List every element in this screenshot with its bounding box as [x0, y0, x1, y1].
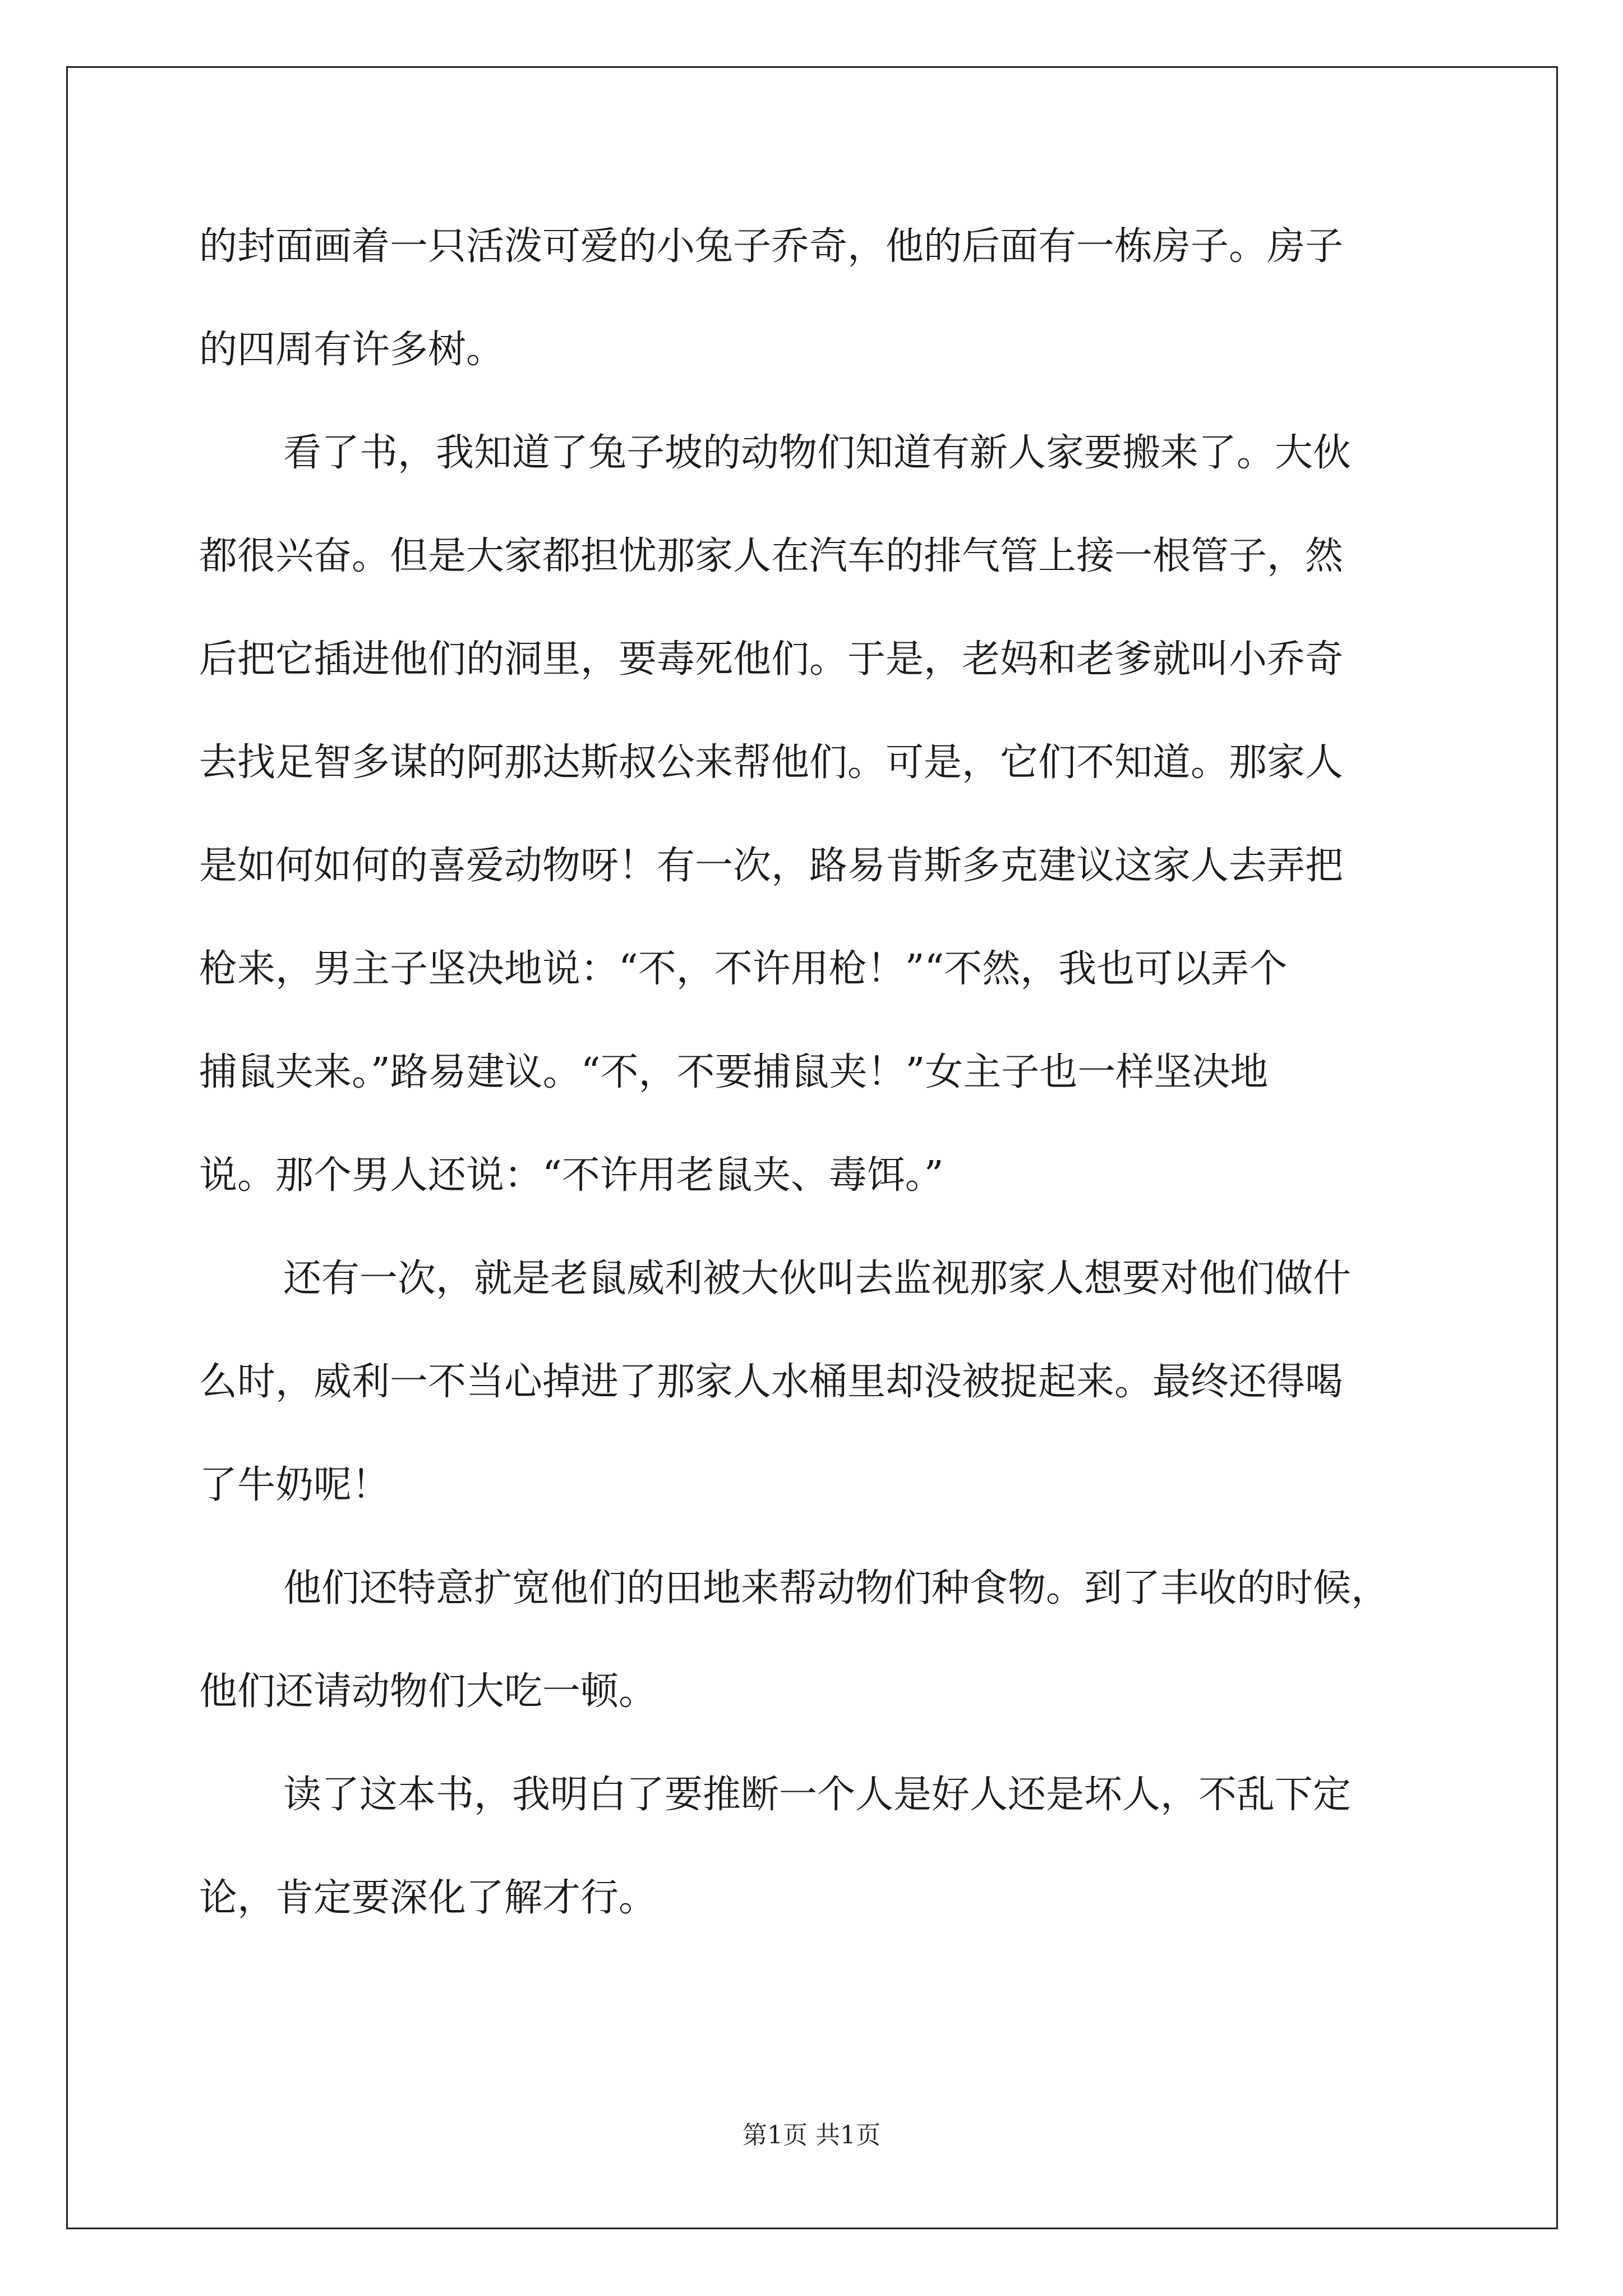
text-line: 是如何如何的喜爱动物呀！有一次，路易肯斯多克建议这家人去弄把 [199, 844, 1344, 888]
text-line: 去找足智多谋的阿那达斯叔公来帮他们。可是，它们不知道。那家人 [199, 740, 1344, 785]
paragraph-start-line: 看了书，我知道了兔子坡的动物们知道有新人家要搬来了。大伙 [283, 431, 1352, 475]
text-line: 都很兴奋。但是大家都担忧那家人在汽车的排气管上接一根管子，然 [199, 534, 1344, 578]
text-line: 的封面画着一只活泼可爱的小兔子乔奇，他的后面有一栋房子。房子 [199, 224, 1344, 269]
text-line: 论，肯定要深化了解才行。 [199, 1876, 657, 1920]
text-line: 捕鼠夹来。”路易建议。“不，不要捕鼠夹！”女主子也一样坚决地 [199, 1050, 1269, 1094]
document-body [199, 213, 1433, 1968]
text-line: 后把它插进他们的洞里，要毒死他们。于是，老妈和老爹就叫小乔奇 [199, 637, 1344, 682]
text-line: 说。那个男人还说：“不许用老鼠夹、毒饵。” [199, 1153, 944, 1198]
text-line: 他们还请动物们大吃一顿。 [199, 1669, 657, 1714]
text-line: 了牛奶呢！ [199, 1463, 390, 1507]
paragraph-start-line: 读了这本书，我明白了要推断一个人是好人还是坏人，不乱下定 [283, 1773, 1352, 1817]
paragraph-start-line: 还有一次，就是老鼠威利被大伙叫去监视那家人想要对他们做什 [283, 1257, 1352, 1301]
paragraph-start-line: 他们还特意扩宽他们的田地来帮动物们种食物。到了丰收的时候， [283, 1566, 1390, 1611]
text-line: 么时，威利一不当心掉进了那家人水桶里却没被捉起来。最终还得喝 [199, 1360, 1344, 1404]
text-line: 枪来，男主子坚决地说：“不，不许用枪！”“不然，我也可以弄个 [199, 947, 1288, 991]
page-number-footer: 第1页 共1页 [743, 2121, 880, 2150]
text-line: 的四周有许多树。 [199, 328, 505, 372]
